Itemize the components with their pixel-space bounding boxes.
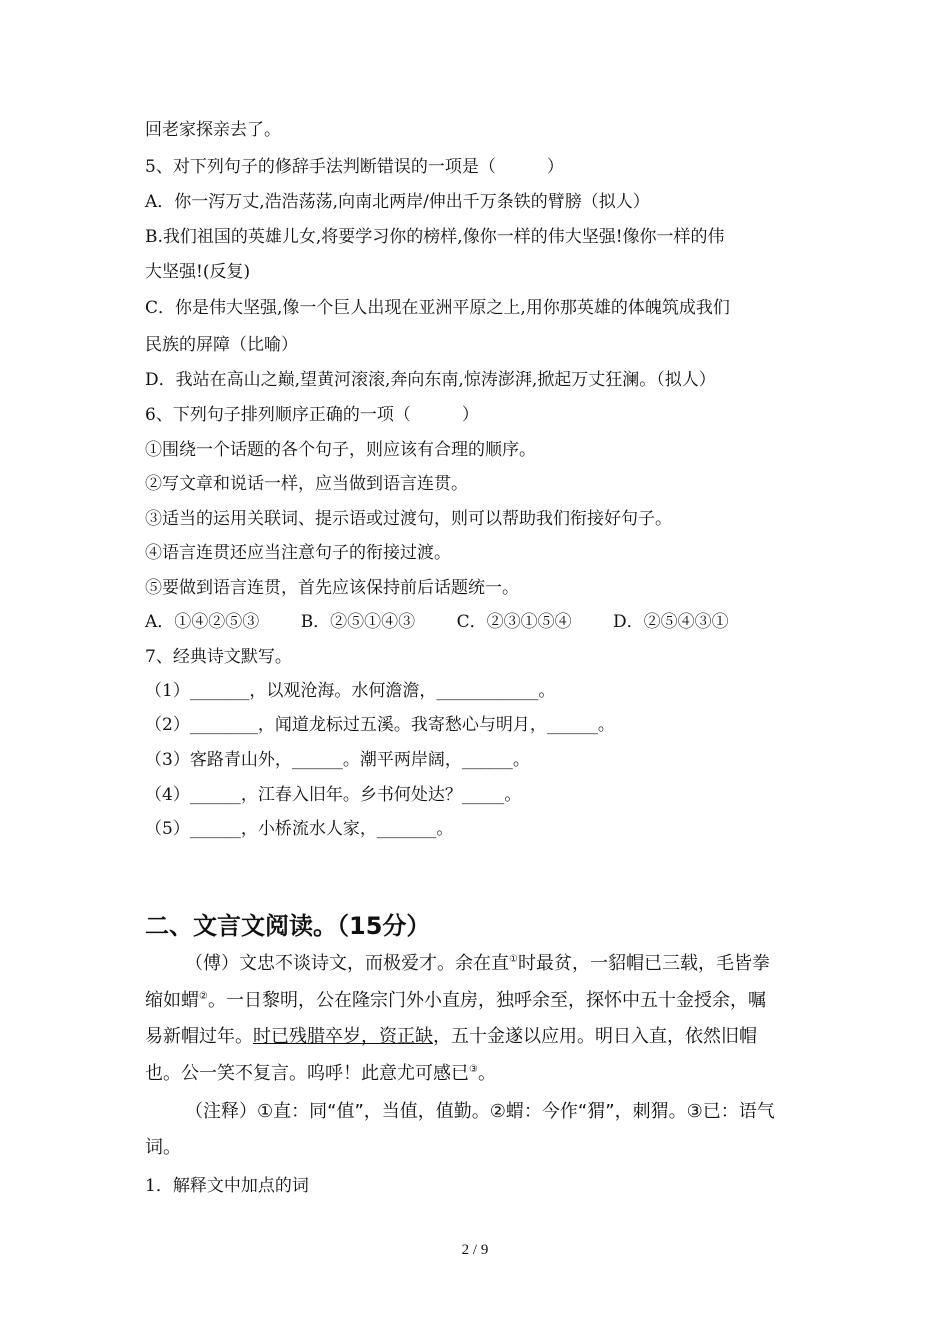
footnote-marker: ①	[509, 954, 518, 965]
q6-sentence-4: ④语言连贯还应当注意句子的衔接过渡。	[145, 543, 451, 563]
q7-line-4: （4）______，江春入旧年。乡书何处达？_____。	[145, 785, 522, 805]
underlined-phrase: 时已残腊卒岁，资正缺	[253, 1026, 433, 1047]
q5-option-a: A．你一泻万丈,浩浩荡荡,向南北两岸/伸出千万条铁的臂膀（拟人）	[145, 192, 650, 212]
question-6-stem: 6、下列句子排列顺序正确的一项（ ）	[145, 405, 479, 425]
q5-option-c-line1: C．你是伟大坚强,像一个巨人出现在亚洲平原之上,用你那英雄的体魄筑成我们	[145, 298, 730, 318]
question-5-stem: 5、对下列句子的修辞手法判断错误的一项是（ ）	[145, 157, 564, 177]
q7-line-5: （5）______，小桥流水人家，_______。	[145, 819, 454, 839]
q6-option-a: A．①④②⑤③	[145, 612, 260, 632]
annotation-line-1: （注释）①直：同“值”，当值，值勤。②蝟：今作“猬”，刺猬。③已：语气	[185, 1101, 775, 1122]
q6-option-d: D．②⑤④③①	[613, 612, 729, 632]
passage-line-1: （傅）文忠不谈诗文，而极爱才。余在直①时最贫，一貂帽已三载，毛皆拳	[185, 953, 770, 974]
q5-option-d: D．我站在高山之巅,望黄河滚滚,奔向东南,惊涛澎湃,掀起万丈狂澜。（拟人）	[145, 370, 716, 390]
passage-line-3: 易新帽过年。时已残腊卒岁，资正缺，五十金遂以应用。明日入直，依然旧帽	[145, 1026, 757, 1047]
q7-line-3: （3）客路青山外，______。潮平两岸阔，______。	[145, 750, 530, 770]
q5-option-b-line1: B.我们祖国的英雄儿女,将要学习你的榜样,像你一样的伟大坚强!像你一样的伟	[145, 227, 725, 247]
q6-options	[145, 610, 765, 634]
q7-line-2: （2）________，闻道龙标过五溪。我寄愁心与明月，______。	[145, 715, 615, 735]
annotation-line-2: 词。	[145, 1137, 181, 1158]
text-line: 回老家探亲去了。	[145, 120, 281, 140]
q6-option-b: B．②⑤①④③	[300, 612, 416, 632]
passage-line-2: 缩如蝟②。一日黎明，公在隆宗门外小直房，独呼余至，探怀中五十金授余，嘱	[145, 990, 766, 1011]
q6-sentence-2: ②写文章和说话一样，应当做到语言连贯。	[145, 474, 468, 494]
footnote-marker: ③	[469, 1064, 478, 1075]
q5-option-c-line2: 民族的屏障（比喻）	[145, 335, 298, 355]
q6-sentence-5: ⑤要做到语言连贯，首先应该保持前后话题统一。	[145, 578, 519, 598]
section-heading: 二、文言文阅读。（15分）	[145, 912, 431, 940]
q6-sentence-3: ③适当的运用关联词、提示语或过渡句，则可以帮助我们衔接好句子。	[145, 509, 672, 529]
q5-option-b-line2: 大坚强!(反复)	[145, 262, 251, 282]
passage-line-4: 也。公一笑不复言。呜呼！此意尤可感已③。	[145, 1063, 496, 1084]
question-7-stem: 7、经典诗文默写。	[145, 647, 292, 667]
sub-question-1: 1．解释文中加点的词	[145, 1176, 309, 1196]
q6-sentence-1: ①围绕一个话题的各个句子，则应该有合理的顺序。	[145, 440, 536, 460]
q7-line-1: （1）_______，以观沧海。水何澹澹，____________。	[145, 681, 556, 701]
page-number: 2 / 9	[461, 1242, 489, 1258]
q6-option-c: C．②③①⑤④	[456, 612, 572, 632]
footnote-marker: ②	[199, 991, 208, 1002]
